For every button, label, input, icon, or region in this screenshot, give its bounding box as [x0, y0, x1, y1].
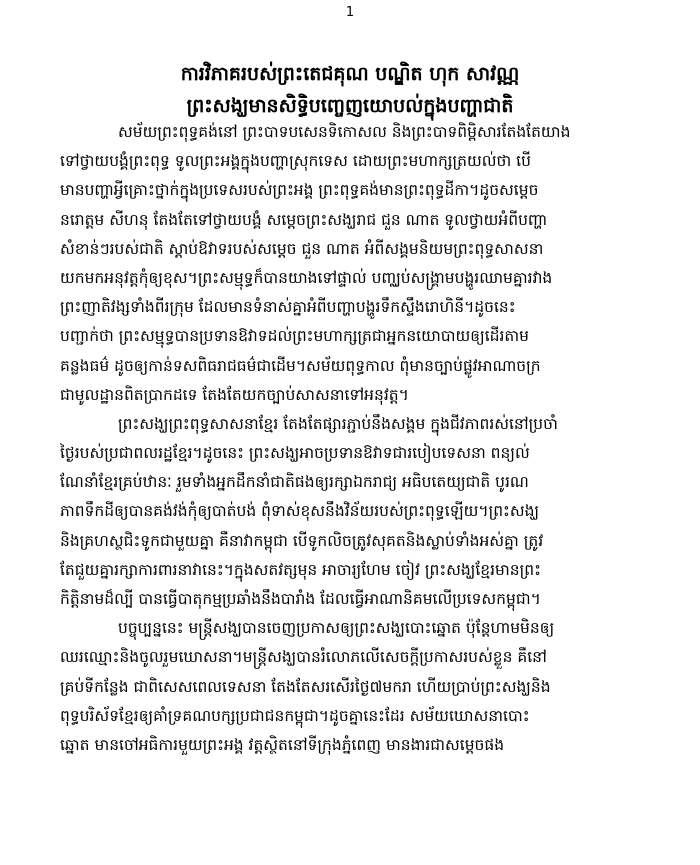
- body-text: [60, 118, 660, 760]
- body-line: សម័យព្រះពុទ្ធគង់នៅ ព្រះបាទបសេនទិកោសល និងព្រះបាទពិម្ពិសារតែងតែយាង: [118, 123, 571, 141]
- body-line: ឈរឈ្មោះនិងចូលរួមឃោសនា។មន្ត្រីសង្ឃបានរំលោភលើសេចក្តីប្រកាសរបស់ខ្លួន គឺនៅ: [60, 648, 547, 667]
- body-line: គន្លងធម៌ ដូចឲ្យកាន់ទសពិធរាជធម៌ជាដើម។សម័យពុទ្ធកាល ពុំមានច្បាប់ផ្លូវអាណាចក្រ: [60, 356, 541, 375]
- body-line: ព្រះសង្ឃព្រះពុទ្ធសាសនាខ្មែរ តែងតែផ្សារភ្ជាប់នឹងសង្គម ក្នុងជីវភាពរស់នៅប្រចាំ: [118, 414, 558, 433]
- body-line: ឆ្នោត មានចៅអធិការមួយព្រះអង្គ វត្តស្ថិតនៅទីក្រុងភ្នំពេញ មានងារជាសម្តេចផង: [60, 735, 505, 754]
- body-line: ថ្ងៃរបស់ប្រជាពលរដ្ឋខ្មែរ។ដូចនេះ ព្រះសង្ឃអាចប្រទានឱវាទជារបៀបទេសនា ពន្យល់: [60, 444, 530, 463]
- body-line: ព្រះញាតិវង្សទាំងពីរក្រុម ដែលមានទំនាស់គ្នាអំពីបញ្ហាបង្ហូរទឹកស្ទឹងរោហិនី។ដូចនេះ: [60, 298, 516, 317]
- body-line: ពុទ្ធបរិស័ទខ្មែរឲ្យគាំទ្រគណបក្សប្រជាជនកម្ពុជា។ដូចគ្នានេះដែរ សម័យឃោសនាបោះ: [60, 706, 530, 725]
- body-line: មានបញ្ហាអ្វីគ្រោះថ្នាក់ក្នុងប្រទេសរបស់ព្រះអង្គ ព្រះពុទ្ធគង់មានព្រះពុទ្ធដីកា។ដូចសម្តេច: [60, 181, 539, 200]
- body-line: កិត្តិនាមដ៏ល្បី បានធ្វើបាតុកម្មប្រឆាំងនឹងបារាំង ដែលធ្វើអាណានិគមលើប្រទេសកម្ពុជា។: [60, 590, 541, 608]
- body-line: គ្រប់ទីកន្លែង ជាពិសេសពេលទេសនា តែងតែសរសើរថ្ងៃ៧មករា ហើយប្រាប់ព្រះសង្ឃនិង: [60, 677, 551, 696]
- body-line: ទៅថ្វាយបង្គំព្រះពុទ្ធ ទូលព្រះអង្គក្នុងបញ្ហាស្រុកទេស ដោយព្រះមហាក្សត្រយល់ថា បើ: [60, 152, 531, 171]
- body-line: បញ្ជាក់ថា ព្រះសម្មុទ្ធបានប្រទានឱវាទដល់ព្រះមហាក្សត្រជាអ្នកនយោបាយឲ្យដើរតាម: [60, 327, 530, 346]
- body-line: បច្ចុប្បន្ននេះ មន្ត្រីសង្ឃបានចេញប្រកាសឲ្យព្រះសង្ឃបោះឆ្នោត ប៉ុន្តែហាមមិនឲ្យ: [118, 619, 555, 638]
- title-line-1: ការវិភាគរបស់ព្រះតេជគុណ បណ្ឌិត ហុក សាវណ្ណ: [180, 63, 520, 85]
- body-line: ភាពទឹកដីឲ្យបានគង់វង់កុំឲ្យបាត់បង់ ពុំទាស់ខុសនឹងវិន័យរបស់ព្រះពុទ្ធឡើយ។ព្រះសង្ឃ: [60, 502, 540, 521]
- page-number: 1: [345, 5, 355, 20]
- body-line: នរោត្តម សីហនុ តែងតែទៅថ្វាយបង្គំ សម្តេចព្រះសង្ឃរាជ ជួន ណាត ទូលថ្វាយអំពីបញ្ហា: [60, 210, 548, 229]
- document-title: [40, 58, 660, 122]
- body-line: សំខាន់ៗរបស់ជាតិ ស្តាប់ឱវាទរបស់សម្តេច ជួន ណាត អំពីសង្គមនិយមព្រះពុទ្ធសាសនា: [60, 239, 544, 258]
- title-line-2: ព្រះសង្ឃមានសិទ្ធិបញ្ចេញយោបល់ក្នុងបញ្ហាជាតិ: [186, 95, 514, 117]
- body-line: តែជួយគ្នារក្សាការពារនាវានេះ។ក្នុងសតវត្សមុន អាចារ្យហែម ចៀវ ព្រះសង្ឃខ្មែរមានព្រះ: [60, 560, 541, 579]
- body-line: ណែនាំខ្មែរគ្រប់ឋានៈ រួមទាំងអ្នកដឹកនាំជាតិផងឲ្យរក្សាឯករាជ្យ អធិបតេយ្យជាតិ បូរណ: [60, 473, 529, 492]
- body-line: ជាមូលដ្ឋានពិតប្រាកដទេ តែងតែយកច្បាប់សាសនាទៅអនុវត្ត។: [60, 385, 409, 404]
- body-line: និងគ្រហស្ថជិះទូកជាមួយគ្នា គឺនាវាកម្ពុជា បើទូកលិចត្រូវសុគតនិងស្លាប់ទាំងអស់គ្នា ត្រូវ: [60, 531, 544, 550]
- body-line: យកមកអនុវត្តកុំឲ្យខុស។ព្រះសម្មុទ្ធក៏បានយាងទៅផ្ទាល់ បញ្ឈប់សង្គ្រាមបង្ហូរឈាមគ្នារវាង: [60, 268, 553, 287]
